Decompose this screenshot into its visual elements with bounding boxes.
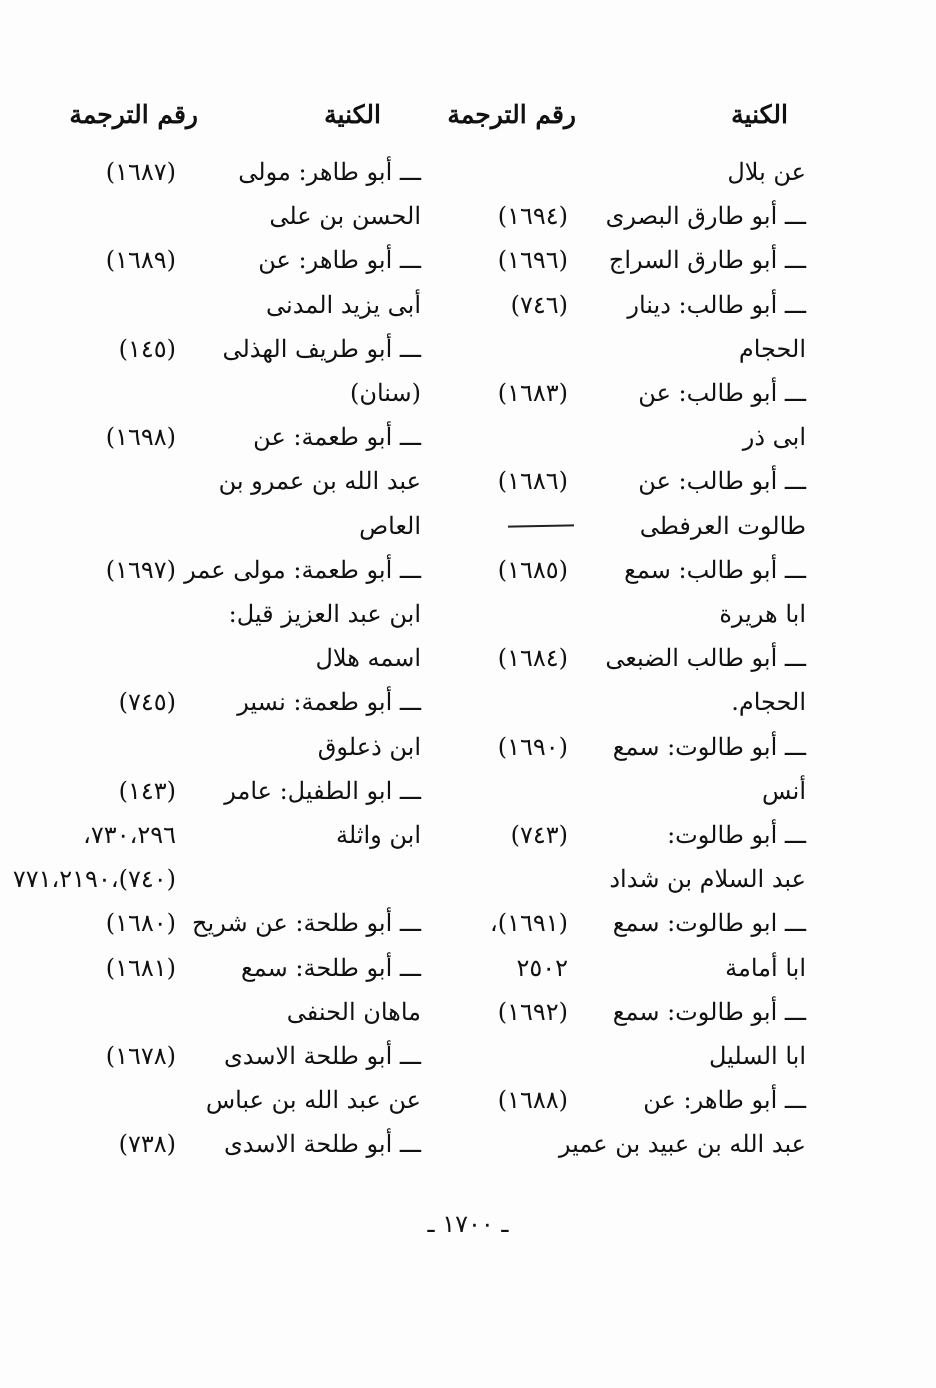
entry-kunya: ابى ذر [742, 423, 806, 451]
entry-kunya: ابا أمامة [725, 954, 806, 982]
entry-kunya: الحجام [738, 335, 806, 363]
entry-kunya: ـــ أبو طلحة الاسدى [224, 1130, 421, 1158]
entry-number: (١٦٩٤) [497, 202, 568, 230]
entry-number: (١٦٨٣) [497, 379, 568, 407]
entry-kunya: ـــ أبو طلحة: سمع [241, 954, 421, 982]
entry-number: (١٦٩٦) [497, 246, 568, 274]
entry-number: (١٦٩١)، [489, 909, 568, 937]
entry-kunya: ـــ أبو طالب: عن [638, 379, 806, 407]
separator-line [508, 524, 574, 527]
entry-number: (١٦٩٢) [497, 998, 568, 1026]
entry-number: (١٦٩٨) [105, 423, 176, 451]
entry-kunya: ـــ أبو طلحة الاسدى [224, 1042, 421, 1070]
entry-number: ٢٥٠٢ [516, 954, 568, 982]
entry-kunya: ـــ أبو طعمة: مولى عمر [184, 556, 421, 584]
entry-number: (١٦٨١) [105, 954, 176, 982]
entry-kunya: عبد الله بن عمرو بن [218, 467, 421, 495]
entry-kunya: عبد السلام بن شداد [609, 865, 806, 893]
entry-number: (١٦٨٨) [497, 1086, 568, 1114]
entry-kunya: ـــ أبو طالوت: سمع [612, 998, 806, 1026]
entry-kunya: ـــ أبو طريف الهذلى [222, 335, 421, 363]
entry-number: (١٦٧٨) [105, 1042, 176, 1070]
entry-kunya: طالوت العرفطى [639, 512, 806, 540]
entry-number: (٧٤٥) [118, 688, 176, 716]
entry-number: (١٦٩٠) [497, 733, 568, 761]
page-number: ـ ١٧٠٠ ـ [427, 1210, 509, 1238]
entry-kunya: عبد الله بن عبيد بن عمير [558, 1130, 806, 1158]
entry-kunya: (سنان) [349, 379, 421, 407]
entry-kunya: ـــ ابو طالوت: سمع [612, 909, 806, 937]
entry-number: (١٤٣) [118, 777, 176, 805]
entry-kunya: ـــ أبو طالب الضبعى [605, 644, 806, 672]
entry-kunya: عن بلال [727, 158, 806, 186]
entry-kunya: ـــ أبو طعمة: نسير [237, 688, 421, 716]
header-number-left: رقم الترجمة [69, 100, 198, 129]
entry-number: (١٤٥) [118, 335, 176, 363]
entry-kunya: ابن واثلة [336, 821, 421, 849]
entry-number: (٧٤٦) [510, 291, 568, 319]
entry-kunya: ـــ أبو طلحة: عن شريح [192, 909, 421, 937]
entry-number: (١٦٨٤) [497, 644, 568, 672]
entry-kunya: الحجام. [731, 688, 806, 716]
entry-kunya: ابن ذعلوق [317, 733, 421, 761]
entry-kunya: ـــ أبو طالوت: [667, 821, 806, 849]
entry-number: (٧٣٨) [118, 1130, 176, 1158]
entry-kunya: ـــ أبو طعمة: عن [253, 423, 421, 451]
header-kunya-left: الكنية [324, 100, 381, 129]
entry-number: (١٦٩٧) [105, 556, 176, 584]
entry-kunya: الحسن بن على [269, 202, 421, 230]
entry-kunya: أبى يزيد المدنى [266, 291, 421, 319]
entry-kunya: ماهان الحنفى [286, 998, 421, 1026]
entry-kunya: ابا السليل [708, 1042, 806, 1070]
entry-kunya: ـــ أبو طالب: سمع [624, 556, 806, 584]
entry-number: (١٦٨٥) [497, 556, 568, 584]
entry-kunya: ـــ ابو الطفيل: عامر [224, 777, 421, 805]
entry-kunya: ـــ أبو طالب: عن [638, 467, 806, 495]
header-number-right: رقم الترجمة [447, 100, 576, 129]
entry-number: (١٦٨٩) [105, 246, 176, 274]
entry-kunya: ابا هريرة [719, 600, 806, 628]
entry-kunya: أنس [762, 777, 806, 805]
entry-kunya: ـــ أبو طاهر: مولى [238, 158, 421, 186]
entry-kunya: ـــ أبو طالوت: سمع [612, 733, 806, 761]
entry-number: (٧٤٠)،٧٧١،٢١٩٠ [12, 865, 176, 893]
entry-kunya: ابن عبد العزيز قيل: [228, 600, 421, 628]
entry-number: (١٦٨٧) [105, 158, 176, 186]
entry-number: (١٦٨٦) [497, 467, 568, 495]
entry-kunya: ـــ أبو طالب: دينار [627, 291, 806, 319]
entry-kunya: ـــ أبو طاهر: عن [643, 1086, 806, 1114]
entry-kunya: عن عبد الله بن عباس [205, 1086, 421, 1114]
entry-number: (١٦٨٠) [105, 909, 176, 937]
entry-number: ٧٣٠،٢٩٦، [83, 821, 176, 849]
entry-number: (٧٤٣) [510, 821, 568, 849]
entry-kunya: ـــ أبو طارق البصرى [605, 202, 806, 230]
header-kunya-right: الكنية [731, 100, 788, 129]
entry-kunya: اسمه هلال [315, 644, 421, 672]
entry-kunya: ـــ أبو طاهر: عن [258, 246, 421, 274]
entry-kunya: العاص [359, 512, 421, 540]
entry-kunya: ـــ أبو طارق السراج [608, 246, 806, 274]
